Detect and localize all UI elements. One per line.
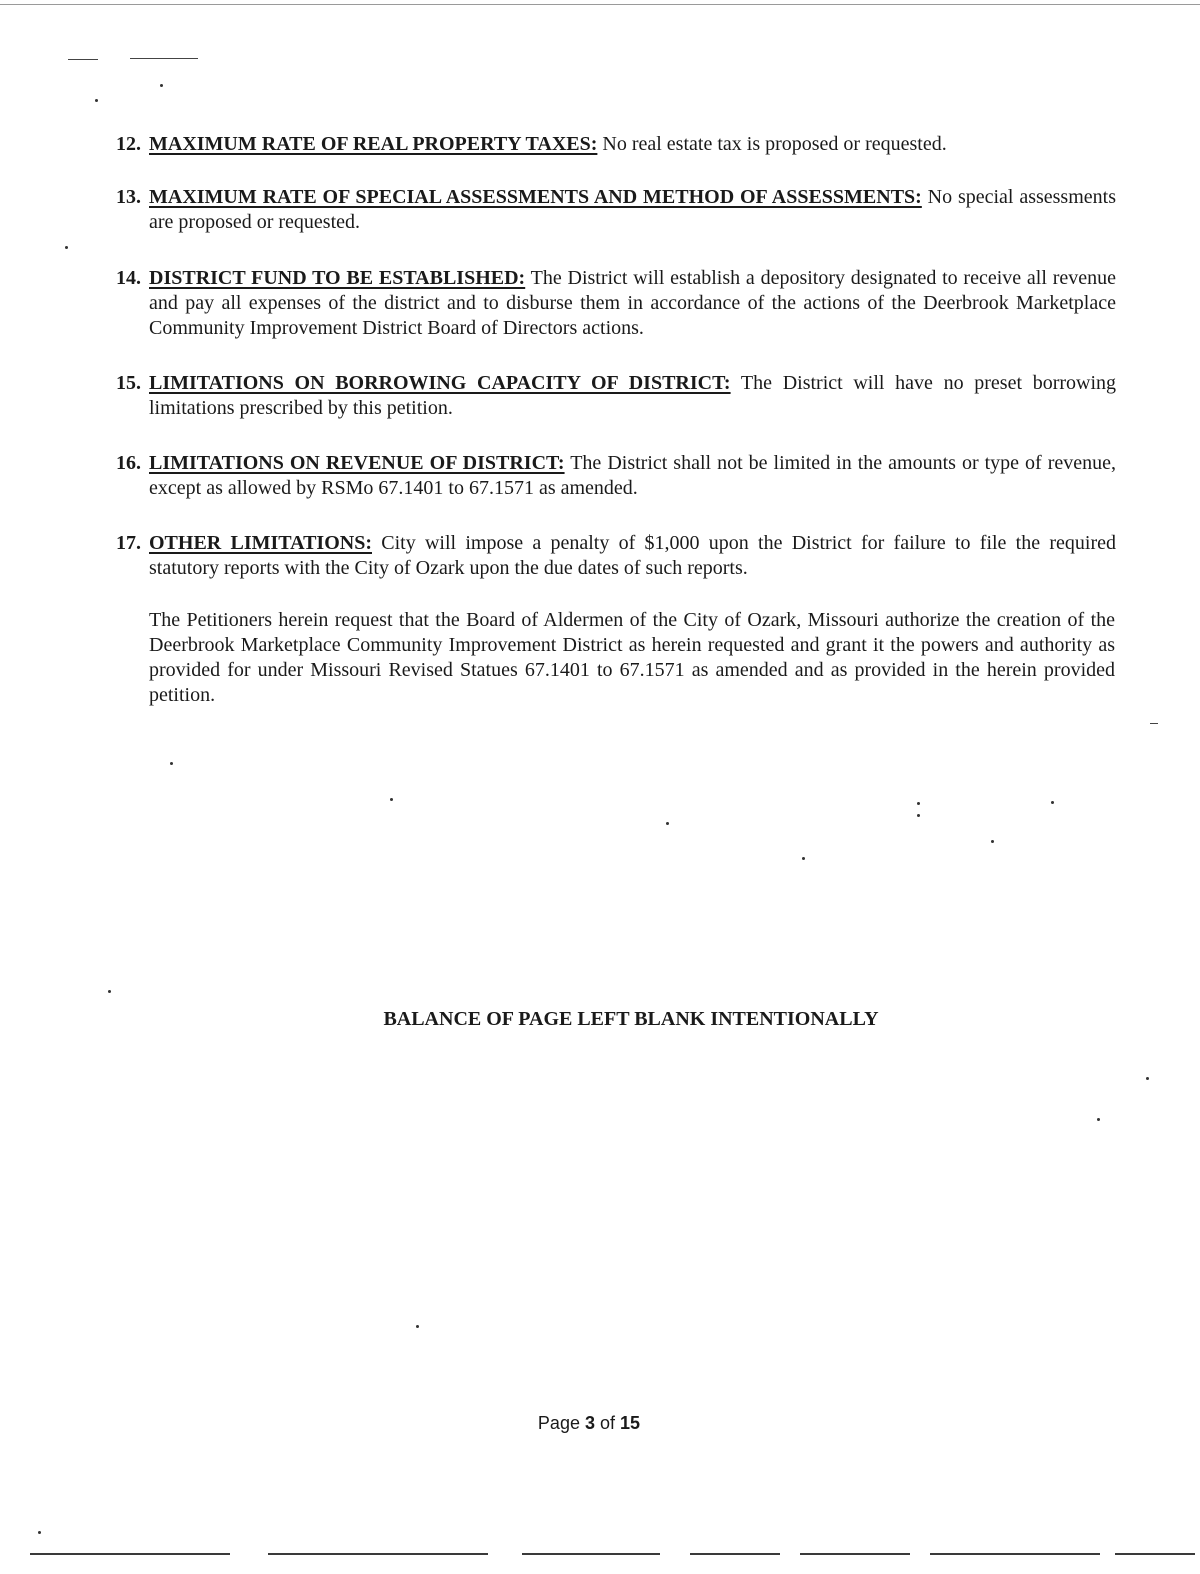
bottom-edge-rule [30,1553,230,1555]
section-number: 17. [116,532,141,554]
section-heading: OTHER LIMITATIONS: [149,532,372,554]
scan-speck [170,762,173,765]
scan-speck [991,840,994,843]
scan-speck [38,1531,41,1534]
section-body [149,185,1116,235]
bottom-edge-rule [1115,1553,1195,1555]
scan-artifact-mark [130,58,198,59]
section-body [149,531,1116,581]
section-12 [116,132,1116,157]
bottom-edge-rule [930,1553,1100,1555]
section-14 [116,266,1116,341]
section-number: 12. [116,133,141,155]
bottom-edge-rule [522,1553,660,1555]
section-heading: MAXIMUM RATE OF SPECIAL ASSESSMENTS AND METHOD OF ASSESSMENTS: [149,186,922,208]
section-text: No special assessments are proposed or requested. [149,186,1116,233]
section-text: The District will have no preset borrowing limitations prescribed by this petition. [149,372,1117,419]
section-heading: DISTRICT FUND TO BE ESTABLISHED: [149,267,526,289]
section-16 [116,451,1116,501]
scan-speck [95,99,98,102]
scan-speck [1097,1118,1100,1121]
blank-page-notice: BALANCE OF PAGE LEFT BLANK INTENTIONALLY [383,1008,879,1030]
section-13 [116,185,1116,235]
section-body [149,371,1116,421]
section-text: City will impose a penalty of $1,000 upon the District for failure to file the required statutory reports with the City of Ozark upon the due dates of such reports. [149,532,1117,579]
section-heading: MAXIMUM RATE OF REAL PROPERTY TAXES: [149,133,598,155]
section-17 [116,531,1116,581]
scan-speck [917,814,920,817]
section-number: 16. [116,452,141,474]
section-number: 14. [116,267,141,289]
scan-artifact-mark [68,59,98,60]
section-heading: LIMITATIONS ON BORROWING CAPACITY OF DISTRICT: [149,372,731,394]
section-text: The District shall not be limited in the amounts or type of revenue, except as allowed by RSMo 67.1401 to 67.1571 as amended. [149,452,1117,499]
bottom-edge-rule [690,1553,780,1555]
section-body [149,266,1116,341]
scan-speck [1051,801,1054,804]
scan-speck [108,990,111,993]
scan-speck [65,246,68,249]
current-page: 3 [584,1413,595,1433]
section-number: 15. [116,372,141,394]
section-body [149,451,1116,501]
scan-speck [160,84,163,87]
page-number [0,1413,1178,1434]
section-text: No real estate tax is proposed or requested. [602,133,947,155]
scan-artifact-mark [1150,723,1158,724]
section-number: 13. [116,186,141,208]
of-word: of [600,1413,616,1433]
section-heading: LIMITATIONS ON REVENUE OF DISTRICT: [149,452,565,474]
section-15 [116,371,1116,421]
scan-speck [917,802,920,805]
top-edge-rule [0,4,1200,5]
scan-speck [802,857,805,860]
total-pages: 15 [620,1413,641,1433]
scan-speck [1146,1077,1149,1080]
closing-paragraph: The Petitioners herein request that the Board of Aldermen of the City of Ozark, Missouri authorize the creation of the Deerbrook Marketplace Community Improvement District as herein requested and grant it the powers and authority as provided for under Missouri Revised Statues 67.1401 to 67.1571 as amended and as provided in the herein provided petition. [149,609,1115,706]
bottom-edge-rule [800,1553,910,1555]
bottom-edge-rule [268,1553,488,1555]
scan-speck [416,1325,419,1328]
page-word: Page [537,1413,580,1433]
section-text: The District will establish a depository designated to receive all revenue and pay all expenses of the district and to disburse them in accordance of the actions of the Deerbrook Marketplace Community Improvement District Board of Directors actions. [149,267,1116,339]
scan-speck [390,798,393,801]
section-body [149,132,1116,157]
scan-speck [666,822,669,825]
